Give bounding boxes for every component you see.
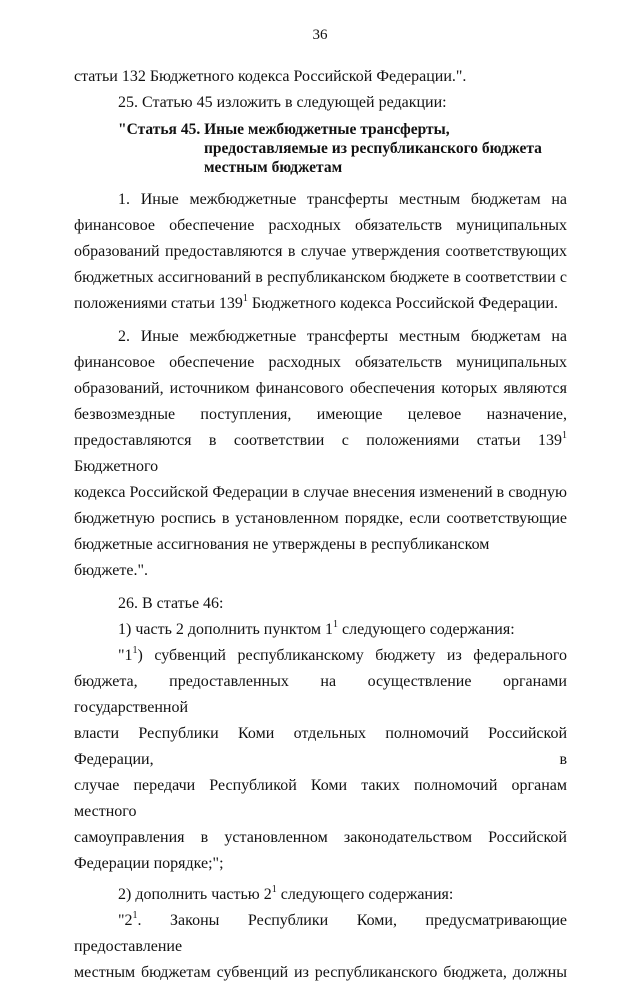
text-fragment: . Законы Республики Коми, предусматривающие предоставление [74, 912, 567, 955]
item-25: 25. Статью 45 изложить в следующей редакции: [118, 94, 447, 111]
text-fragment: "2 [118, 912, 133, 929]
heading-line: Иные межбюджетные трансферты, [204, 121, 450, 138]
text-line: бюджетных ассигнований в республиканском бюджете в соответствии с [74, 269, 567, 286]
text-line: местным бюджетам субвенций из республиканского бюджета, должны [74, 964, 567, 981]
text-line: статьи 132 Бюджетного кодекса Российской Федерации.". [74, 68, 467, 85]
text-line: самоуправления в установленном законодательством Российской [74, 829, 567, 846]
article-heading-title [204, 120, 450, 139]
text-line: образований, источником финансового обеспечения которых являются [74, 380, 567, 397]
text-line: случае передачи Республикой Коми таких полномочий органам местного [74, 777, 567, 820]
article-paragraph-1 [74, 187, 567, 317]
text-fragment: 2) дополнить частью 2 [118, 886, 272, 903]
superscript: 1 [271, 883, 277, 895]
text-line [74, 428, 567, 480]
text-line: власти Республики Коми отдельных полномочий Российской Федерации, в [74, 725, 567, 768]
text-line: 1. Иные межбюджетные трансферты местным бюджетам на [118, 191, 567, 208]
article-heading [118, 120, 567, 177]
article-paragraph-2 [74, 324, 567, 584]
text-line [74, 908, 567, 960]
text-fragment: следующего содержания: [338, 621, 515, 638]
text-fragment: Бюджетного кодекса Российской Федерации. [247, 295, 558, 312]
article-heading-prefix: "Статья 45. [118, 121, 201, 138]
text-fragment: следующего содержания: [276, 886, 454, 903]
superscript: 1 [562, 429, 567, 441]
text-fragment: "1 [118, 647, 133, 664]
text-fragment: предоставляются в соответствии с положениями статьи 139 [74, 432, 562, 449]
superscript: 1 [132, 644, 138, 656]
text-line: образований предоставляются в случае утверждения соответствующих [74, 243, 567, 260]
text-line: финансовое обеспечение расходных обязательств муниципальных [74, 217, 567, 234]
text-line [74, 643, 567, 669]
text-line: бюджетные ассигнования не утверждены в республиканском бюджете.". [74, 536, 490, 579]
subitem-1 [74, 617, 567, 643]
text-line: бюджета, предоставленных на осуществление органами государственной [74, 673, 567, 716]
heading-line: местным бюджетам [204, 159, 343, 176]
text-fragment: Бюджетного [74, 458, 159, 475]
text-fragment: ) субвенций республиканскому бюджету из федерального [137, 647, 567, 664]
text-line: безвозмездные поступления, имеющие целевое назначение, [74, 406, 567, 423]
subitem-2 [74, 882, 567, 908]
text-line: бюджетную роспись в установленном порядке, если соответствующие [74, 510, 567, 527]
quoted-point-1-1 [74, 643, 567, 877]
text-fragment: положениями статьи 139 [74, 295, 243, 312]
item-26: 26. В статье 46: [118, 595, 224, 612]
superscript: 1 [242, 292, 248, 304]
text-line [74, 291, 567, 317]
document-body [74, 64, 567, 986]
text-line: кодекса Российской Федерации в случае внесения изменений в сводную [74, 484, 567, 501]
heading-line: предоставляемые из республиканского бюджета [204, 140, 542, 157]
text-line: Федерации порядке;"; [74, 855, 224, 872]
quoted-part-2-1 [74, 908, 567, 986]
superscript: 1 [132, 909, 138, 921]
text-fragment: 1) часть 2 дополнить пунктом 1 [118, 621, 334, 638]
text-line: финансовое обеспечение расходных обязательств муниципальных [74, 354, 567, 371]
page-number: 36 [312, 27, 328, 43]
text-line: 2. Иные межбюджетные трансферты местным бюджетам на [118, 328, 567, 345]
superscript: 1 [333, 618, 339, 630]
